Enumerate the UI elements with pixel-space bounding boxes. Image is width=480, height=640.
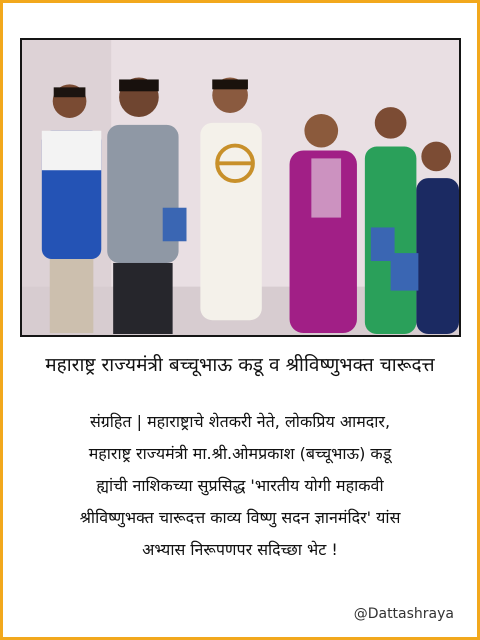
caption-line: ह्यांची नाशिकच्या सुप्रसिद्ध 'भारतीय योगी महाकवी bbox=[96, 476, 384, 495]
photo-illustration bbox=[22, 40, 459, 335]
caption-body bbox=[20, 406, 460, 566]
caption-title: महाराष्ट्र राज्यमंत्री बच्चूभाऊ कडू व श्रीविष्णुभक्त चारूदत्त bbox=[45, 354, 435, 376]
caption-line: संग्रहित | महाराष्ट्राचे शेतकरी नेते, लोकप्रिय आमदार, bbox=[89, 412, 391, 431]
caption-line: महाराष्ट्र राज्यमंत्री मा.श्री.ओमप्रकाश (बच्चूभाऊ) कडू bbox=[88, 444, 392, 463]
group-photo bbox=[20, 38, 461, 337]
caption-line: अभ्यास निरूपणपर सदिच्छा भेट ! bbox=[142, 540, 338, 559]
caption-line: श्रीविष्णुभक्त चारूदत्त काव्य विष्णु सदन ज्ञानमंदिर' यांस bbox=[79, 508, 401, 527]
credit-handle: @Dattashraya bbox=[353, 606, 454, 622]
